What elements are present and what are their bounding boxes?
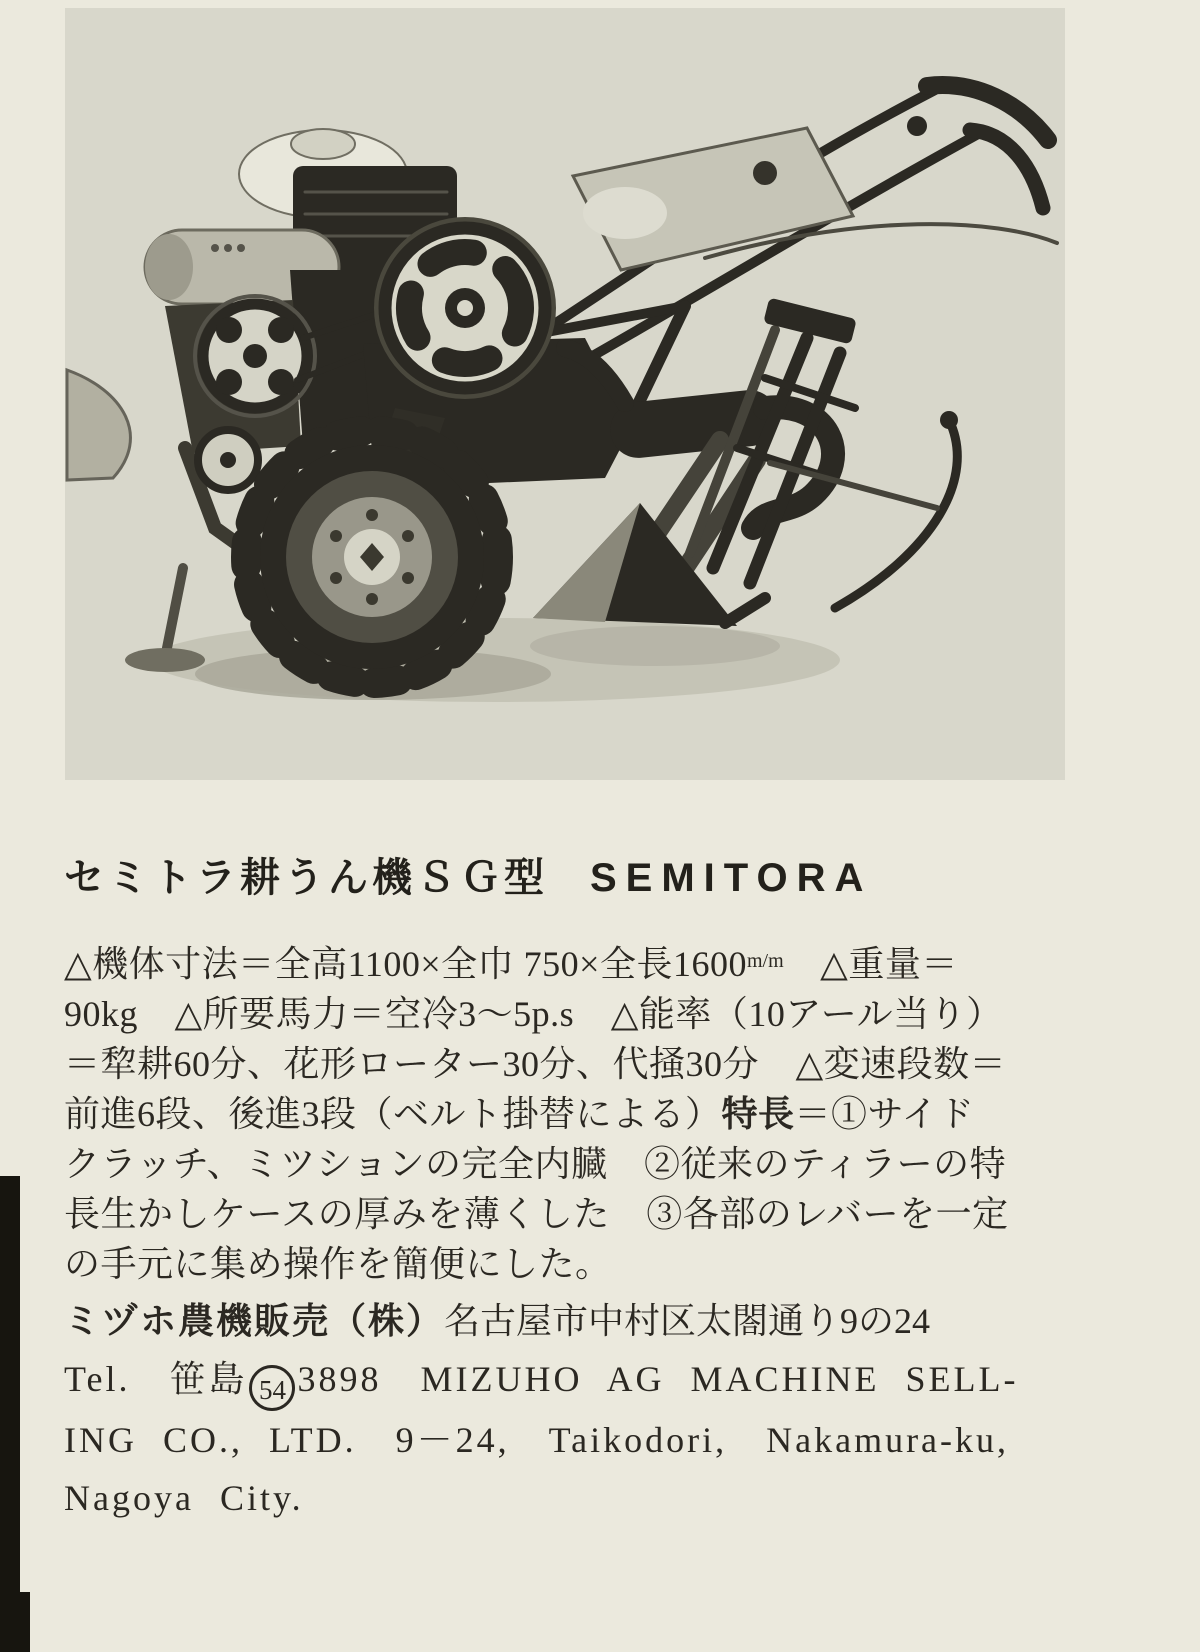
mm-unit-superscript: m/m <box>746 950 784 972</box>
spec-paragraph <box>64 936 1139 1289</box>
spec-line-1 <box>64 936 1139 989</box>
margin-index-bar-foot <box>0 1592 30 1652</box>
page-title <box>64 846 1144 903</box>
title-japanese: セミトラ耕うん機ＳＧ型 <box>64 856 548 900</box>
spec-line-6: 長生かしケースの厚みを薄くした ③各部のレバーを一定 <box>64 1194 1009 1234</box>
spec-line-4-tail: ＝①サイド <box>794 1094 975 1134</box>
company-line <box>64 1292 1154 1350</box>
company-name: ミヅホ農機販売（株） <box>64 1301 445 1341</box>
drive-pulley <box>377 220 553 396</box>
address-en-line-2: Nagoya City. <box>64 1478 304 1518</box>
spec-line-4-text: 前進6段、後進3段（ベルト掛替による） <box>64 1094 722 1134</box>
address-en-line-1: ING CO., LTD. 9－24, Taikodori, Nakamura-ku, <box>64 1420 1010 1460</box>
spec-line-5: クラッチ、ミツションの完全内臓 ②従来のティラーの特 <box>64 1144 1007 1184</box>
contact-block <box>64 1292 1154 1527</box>
company-name-en-part1: MIZUHO AG MACHINE SELL- <box>420 1359 1019 1399</box>
spec-line-1-tail: △重量＝ <box>783 944 958 984</box>
spec-line-7: の手元に集め操作を簡便にした。 <box>64 1244 612 1284</box>
spec-line-1-text: △機体寸法＝全高1100×全巾 750×全長1600 <box>64 944 747 984</box>
spec-line-3: ＝犂耕60分、花形ローター30分、代掻30分 △変速段数＝ <box>64 1044 1007 1084</box>
features-label: 特長 <box>721 1094 795 1134</box>
spec-line-4 <box>64 1089 1139 1139</box>
tel-number: 3898 <box>297 1359 421 1399</box>
telephone-line <box>64 1350 1154 1411</box>
company-address-jp: 名古屋市中村区太閤通り9の24 <box>444 1301 931 1341</box>
title-english: SEMITORA <box>590 856 873 900</box>
tel-label: Tel. 笹島 <box>64 1359 248 1399</box>
tire <box>246 431 498 683</box>
product-photo <box>65 8 1065 780</box>
spec-line-2: 90kg △所要馬力＝空冷3～5p.s △能率（10アール当り） <box>64 994 1003 1034</box>
margin-index-bar <box>0 1176 20 1652</box>
tel-exchange-circled: 54 <box>249 1365 295 1411</box>
